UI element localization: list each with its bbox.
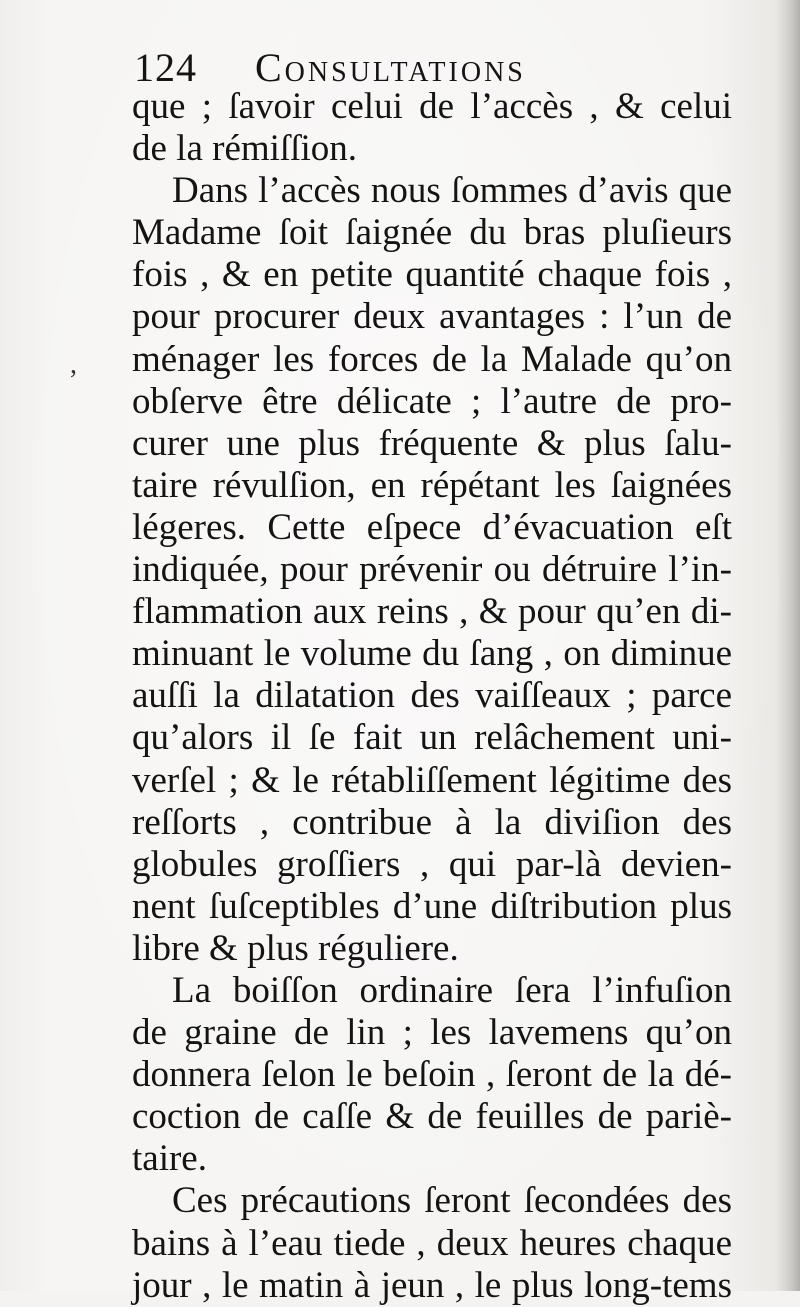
text-line: coction de caſſe & de feuilles de pariè- bbox=[132, 1096, 732, 1138]
text-line: La boiſſon ordinaire ſera l’infuſion bbox=[172, 969, 732, 1011]
running-head: Consultations bbox=[255, 45, 526, 90]
text-line: reſſorts , contribue à la diviſion des bbox=[132, 801, 732, 843]
margin-mark: , bbox=[70, 349, 77, 380]
text-line: obſerve être délicate ; l’autre de pro- bbox=[132, 380, 732, 422]
text-line: bains à l’eau tiede , deux heures chaque bbox=[132, 1222, 732, 1264]
text-line: Ces précautions ſeront ſecondées des bbox=[172, 1180, 732, 1222]
text-line: de la rémiſſion. bbox=[132, 128, 358, 170]
page-edge-shadow bbox=[776, 0, 800, 1291]
text-line: nent ſuſceptibles d’une diſtribution plus bbox=[132, 885, 732, 927]
page-number: 124 bbox=[134, 45, 197, 90]
text-line: verſel ; & le rétabliſſement légitime des bbox=[132, 759, 732, 801]
text-line: curer une plus fréquente & plus ſalu- bbox=[132, 422, 732, 464]
text-line: Madame ſoit ſaignée du bras pluſieurs bbox=[132, 212, 732, 254]
text-line: minuant le volume du ſang , on diminue bbox=[132, 633, 732, 675]
text-line: légeres. Cette eſpece d’évacuation eſt bbox=[132, 506, 732, 548]
text-line: que ; ſavoir celui de l’accès , & celui bbox=[132, 86, 732, 127]
text-line: fois , & en petite quantité chaque fois , bbox=[132, 254, 732, 296]
text-line: auſſi la dilatation des vaiſſeaux ; parce bbox=[132, 675, 732, 717]
text-line: ménager les forces de la Malade qu’on bbox=[132, 338, 732, 380]
text-line: flammation aux reins , & pour qu’en di- bbox=[132, 591, 732, 633]
body-text bbox=[132, 86, 732, 1307]
text-line: globules groſſiers , qui par-là devien- bbox=[132, 843, 732, 885]
text-line: taire révulſion, en répétant les ſaignées bbox=[132, 464, 732, 506]
text-line: qu’alors il ſe fait un relâchement uni- bbox=[132, 717, 732, 759]
text-line: indiquée, pour prévenir ou détruire l’in- bbox=[132, 549, 732, 591]
text-line: pour procurer deux avantages : l’un de bbox=[132, 296, 732, 338]
text-line: donnera ſelon le beſoin , ſeront de la dé- bbox=[132, 1054, 732, 1096]
text-line: jour , le matin à jeun , le plus long-tems bbox=[132, 1264, 732, 1306]
text-line: libre & plus réguliere. bbox=[132, 927, 459, 969]
text-line: de graine de lin ; les lavemens qu’on bbox=[132, 1012, 732, 1054]
text-line: Dans l’accès nous ſommes d’avis que bbox=[172, 170, 732, 212]
text-line: taire. bbox=[132, 1138, 207, 1180]
